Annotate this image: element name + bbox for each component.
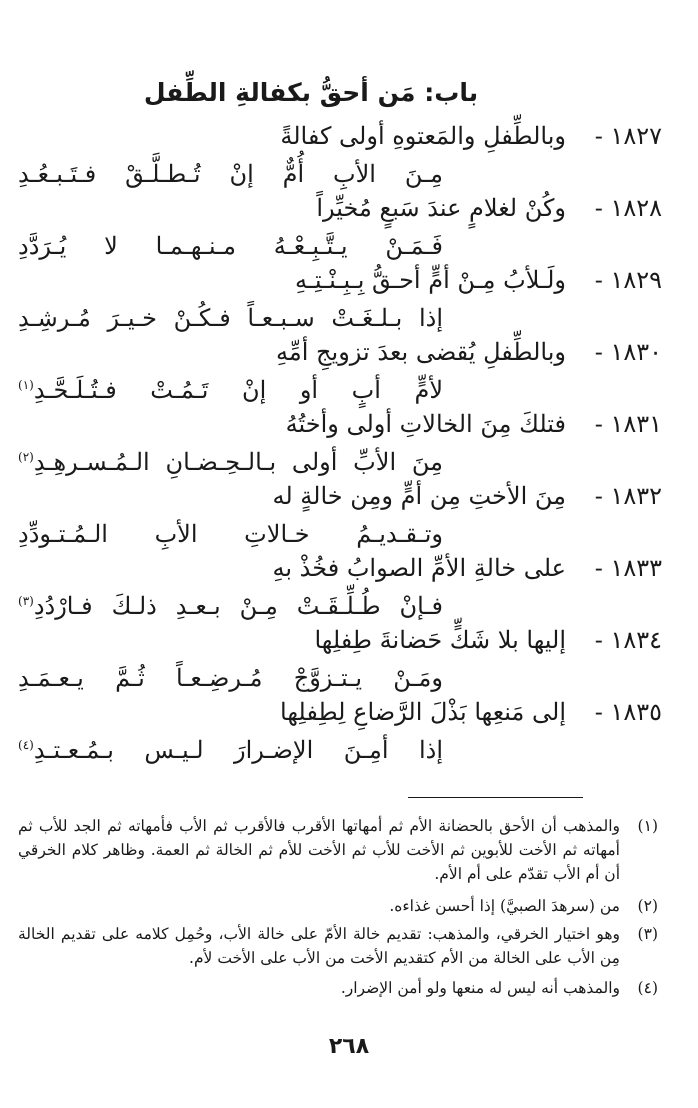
- footnote: [18, 976, 658, 1000]
- verse: [0, 410, 698, 482]
- verse: [0, 122, 698, 194]
- footnote-number: (١): [637, 817, 658, 835]
- verse-number: ١٨٣٣ -: [594, 554, 662, 582]
- footnote-text: من (سرهدَ الصبيَّ) إذا أحسن غذاءه.: [389, 897, 620, 915]
- verse-first-hemistich: وبالطِّفلِ والمَعتوهِ أولى كفالةً: [280, 122, 566, 150]
- verse-number: ١٨٣٤ -: [594, 626, 662, 654]
- footnote: [18, 922, 658, 970]
- verse: [0, 338, 698, 410]
- verse: [0, 698, 698, 770]
- footnote-mark: (٤): [18, 738, 34, 752]
- verse-first-hemistich: على خالةِ الأمِّ الصوابُ فخُذْ بهِ: [272, 554, 566, 582]
- footnote-number: (٤): [637, 979, 658, 997]
- verse-number: ١٨٢٨ -: [594, 194, 662, 222]
- verse: [0, 554, 698, 626]
- verse-second-hemistich: مِنَ الأبِّ أولى بـالـحِـضـانِ الـمُـسـرهِـدِ$^{(٢)}$: [18, 448, 443, 476]
- verse-second-hemistich: إذا أمِـنَ الإضـرارَ لـيـس بـمُـعـتـدِ$^{(٤)}$: [18, 736, 443, 764]
- verse-first-hemistich: إليها بلا شَكٍّ حَضانةَ طِفلِها: [314, 626, 566, 654]
- footnote: [18, 894, 658, 918]
- footnote-text: وهو اختيار الخرقي، والمذهب: تقديم خالة الأمّ على خالة الأب، وحُمِل كلامه على تقديم الخالة مِن الأب على الخالة من الأم كتقديم الأخت من الأب على الأخت لأم.: [18, 925, 620, 967]
- verse: [0, 482, 698, 554]
- verse-second-hemistich: وتـقـديـمُ خـالاتِ الأبِ الـمُـتـودِّدِ: [18, 520, 443, 548]
- footnote: [18, 814, 658, 886]
- page-number: ٢٦٨: [328, 1034, 370, 1059]
- verse: [0, 194, 698, 266]
- footnote-number: (٢): [637, 897, 658, 915]
- verse-first-hemistich: إلى مَنعِها بَذْلَ الرَّضاعِ لِطِفلِها: [280, 698, 566, 726]
- verse-number: ١٨٢٧ -: [594, 122, 662, 150]
- verse-number: ١٨٢٩ -: [594, 266, 662, 294]
- verse-first-hemistich: وبالطِّفلِ يُقضى بعدَ تزويجِ أمِّهِ: [276, 338, 566, 366]
- footnote-divider: [408, 797, 583, 798]
- verse-second-hemistich: مِـنَ الأبِ أُمٌّ إنْ تُـطـلَّـقْ فـتَـبـعُـدِ: [18, 160, 443, 188]
- footnote-number: (٣): [637, 925, 658, 943]
- footnote-text: والمذهب أن الأحق بالحضانة الأم ثم أمهاتها الأقرب فالأقرب ثم الأب فأمهاته ثم الجد للأب ثم أمهاته ثم الأخت للأبوين ثم الأخت للأب ثم الأخت للأم ثم الخالة ثم العمة. وظاهر كلام الخرقي أن أم الأب تقدّم على أم الأم.: [18, 817, 620, 883]
- verse-first-hemistich: ولَـلأبُ مِـنْ أمٍّ أحـقُّ بِـبِـنْـتِـهِ: [295, 266, 566, 294]
- verse-second-hemistich: فـإنْ طُـلِّـقَـتْ مِـنْ بـعـدِ ذلـكَ فـارْدُدِ$^{(٣)}$: [18, 592, 443, 620]
- verse-second-hemistich: ومَـنْ يـتـزوَّجْ مُـرضِـعـاً ثُـمَّ يـعـمَـدِ: [18, 664, 443, 692]
- footnote-mark: (٢): [18, 450, 34, 464]
- verse-first-hemistich: فتلكَ مِنَ الخالاتِ أولى وأختُهُ: [285, 410, 566, 438]
- verse-number: ١٨٣٥ -: [594, 698, 662, 726]
- verse-second-hemistich: فَـمَـنْ يـتَّـبِـعْـهُ مـنـهـمـا لا يُـرَدَّدِ: [18, 232, 443, 260]
- verse-second-hemistich: إذا بـلـغَـتْ سـبـعـاً فـكُـنْ خـيـرَ مُـرشِـدِ: [18, 304, 443, 332]
- verse-number: ١٨٣٢ -: [594, 482, 662, 510]
- chapter-title: باب: مَن أحقُّ بكفالةِ الطِّفل: [143, 78, 479, 107]
- verse-number: ١٨٣١ -: [594, 410, 662, 438]
- verse-first-hemistich: مِنَ الأختِ مِن أمٍّ ومِن خالةٍ له: [272, 482, 566, 510]
- verse: [0, 626, 698, 698]
- verse-number: ١٨٣٠ -: [594, 338, 662, 366]
- footnote-text: والمذهب أنه ليس له منعها ولو أمن الإضرار.: [340, 979, 620, 997]
- footnote-mark: (١): [18, 378, 34, 392]
- verse: [0, 266, 698, 338]
- footnote-mark: (٣): [18, 594, 34, 608]
- verse-second-hemistich: لأمٍّ أبٍ أو إنْ تَـمُـتْ فـتُـلَـحَّـدِ$^{(١)}$: [18, 376, 443, 404]
- verse-first-hemistich: وكُنْ لغلامٍ عندَ سَبعٍ مُخيِّراً: [316, 194, 566, 222]
